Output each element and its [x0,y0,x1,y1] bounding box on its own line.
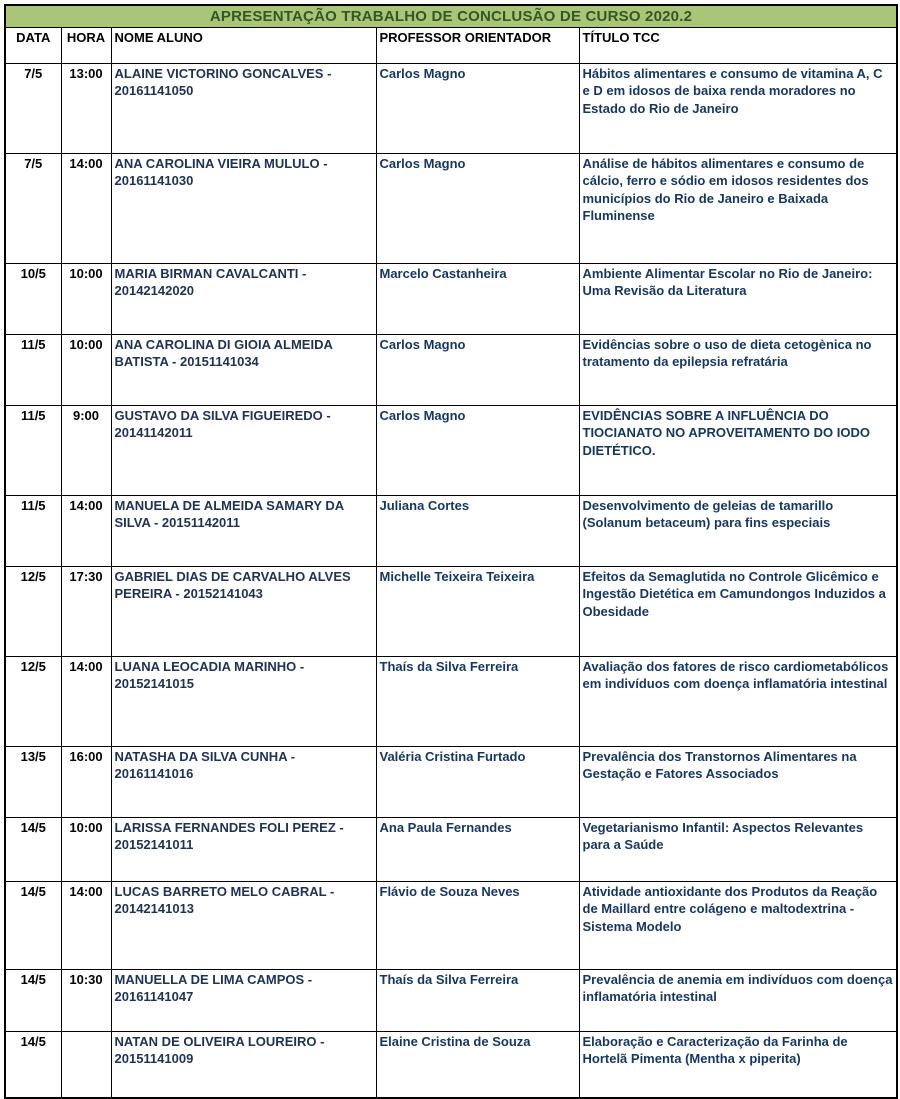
cell-hora: 14:00 [61,154,111,264]
cell-data: 13/5 [5,747,61,818]
table-row [5,154,897,264]
cell-professor-orientador: Elaine Cristina de Souza [376,1032,579,1098]
table-row [5,496,897,567]
cell-nome-aluno: ANA CAROLINA VIEIRA MULULO - 20161141030 [111,154,376,264]
cell-nome-aluno: ALAINE VICTORINO GONCALVES - 20161141050 [111,64,376,154]
cell-titulo-tcc: Ambiente Alimentar Escolar no Rio de Janeiro: Uma Revisão da Literatura [579,264,897,335]
cell-professor-orientador: Thaís da Silva Ferreira [376,657,579,747]
table-row [5,567,897,657]
cell-hora [61,1032,111,1098]
cell-hora: 10:00 [61,335,111,406]
cell-nome-aluno: LUCAS BARRETO MELO CABRAL - 20142141013 [111,882,376,970]
table-row [5,1032,897,1098]
cell-nome-aluno: LUANA LEOCADIA MARINHO - 20152141015 [111,657,376,747]
table-row [5,970,897,1032]
table-row [5,335,897,406]
cell-titulo-tcc: Evidências sobre o uso de dieta cetogènica no tratamento da epilepsia refratária [579,335,897,406]
cell-titulo-tcc: Efeitos da Semaglutida no Controle Glicêmico e Ingestão Dietética em Camundongos Induzidos a Obesidade [579,567,897,657]
column-header-row [5,28,897,64]
cell-data: 7/5 [5,154,61,264]
cell-titulo-tcc: Avaliação dos fatores de risco cardiometabólicos em indivíduos com doença inflamatória intestinal [579,657,897,747]
cell-data: 7/5 [5,64,61,154]
cell-hora: 17:30 [61,567,111,657]
cell-professor-orientador: Carlos Magno [376,335,579,406]
cell-data: 14/5 [5,970,61,1032]
table-row [5,747,897,818]
cell-hora: 10:00 [61,818,111,882]
table-row [5,818,897,882]
table-row [5,64,897,154]
cell-hora: 9:00 [61,406,111,496]
column-header-titulo-tcc: TÍTULO TCC [579,28,897,64]
cell-nome-aluno: MANUELLA DE LIMA CAMPOS - 20161141047 [111,970,376,1032]
column-header-professor-orientador: PROFESSOR ORIENTADOR [376,28,579,64]
title-row [5,5,897,28]
cell-hora: 10:00 [61,264,111,335]
cell-nome-aluno: NATASHA DA SILVA CUNHA - 20161141016 [111,747,376,818]
cell-data: 12/5 [5,567,61,657]
cell-data: 10/5 [5,264,61,335]
cell-hora: 10:30 [61,970,111,1032]
cell-professor-orientador: Michelle Teixeira Teixeira [376,567,579,657]
table-body [5,64,897,1098]
cell-hora: 14:00 [61,657,111,747]
cell-nome-aluno: GUSTAVO DA SILVA FIGUEIREDO - 20141142011 [111,406,376,496]
cell-professor-orientador: Thaís da Silva Ferreira [376,970,579,1032]
cell-titulo-tcc: Prevalência dos Transtornos Alimentares na Gestação e Fatores Associados [579,747,897,818]
cell-nome-aluno: LARISSA FERNANDES FOLI PEREZ - 20152141011 [111,818,376,882]
cell-data: 11/5 [5,496,61,567]
cell-titulo-tcc: Prevalência de anemia em indivíduos com doença inflamatória intestinal [579,970,897,1032]
column-header-nome-aluno: NOME ALUNO [111,28,376,64]
cell-hora: 13:00 [61,64,111,154]
cell-professor-orientador: Ana Paula Fernandes [376,818,579,882]
cell-professor-orientador: Juliana Cortes [376,496,579,567]
cell-data: 14/5 [5,1032,61,1098]
cell-hora: 16:00 [61,747,111,818]
column-header-data: DATA [5,28,61,64]
cell-professor-orientador: Flávio de Souza Neves [376,882,579,970]
cell-data: 11/5 [5,406,61,496]
cell-nome-aluno: NATAN DE OLIVEIRA LOUREIRO - 20151141009 [111,1032,376,1098]
table-row [5,264,897,335]
cell-professor-orientador: Marcelo Castanheira [376,264,579,335]
cell-data: 12/5 [5,657,61,747]
cell-nome-aluno: MARIA BIRMAN CAVALCANTI - 20142142020 [111,264,376,335]
cell-professor-orientador: Carlos Magno [376,64,579,154]
cell-titulo-tcc: EVIDÊNCIAS SOBRE A INFLUÊNCIA DO TIOCIANATO NO APROVEITAMENTO DO IODO DIETÉTICO. [579,406,897,496]
cell-titulo-tcc: Análise de hábitos alimentares e consumo de cálcio, ferro e sódio em idosos residentes dos municípios do Rio de Janeiro e Baixada Fluminense [579,154,897,264]
cell-nome-aluno: GABRIEL DIAS DE CARVALHO ALVES PEREIRA - 20152141043 [111,567,376,657]
tcc-schedule-table [4,4,898,1099]
cell-data: 14/5 [5,882,61,970]
cell-hora: 14:00 [61,496,111,567]
cell-nome-aluno: ANA CAROLINA DI GIOIA ALMEIDA BATISTA - 20151141034 [111,335,376,406]
cell-titulo-tcc: Atividade antioxidante dos Produtos da Reação de Maillard entre colágeno e maltodextrina - Sistema Modelo [579,882,897,970]
cell-nome-aluno: MANUELA DE ALMEIDA SAMARY DA SILVA - 20151142011 [111,496,376,567]
table-row [5,882,897,970]
cell-titulo-tcc: Desenvolvimento de geleias de tamarillo (Solanum betaceum) para fins especiais [579,496,897,567]
cell-titulo-tcc: Elaboração e Caracterização da Farinha de Hortelã Pimenta (Mentha x piperita) [579,1032,897,1098]
table-row [5,657,897,747]
cell-titulo-tcc: Vegetarianismo Infantil: Aspectos Relevantes para a Saúde [579,818,897,882]
cell-professor-orientador: Carlos Magno [376,154,579,264]
cell-professor-orientador: Carlos Magno [376,406,579,496]
page-title: APRESENTAÇÃO TRABALHO DE CONCLUSÃO DE CURSO 2020.2 [5,5,897,28]
cell-titulo-tcc: Hábitos alimentares e consumo de vitamina A, C e D em idosos de baixa renda moradores no Estado do Rio de Janeiro [579,64,897,154]
table-row [5,406,897,496]
column-header-hora: HORA [61,28,111,64]
cell-data: 11/5 [5,335,61,406]
cell-data: 14/5 [5,818,61,882]
cell-professor-orientador: Valéria Cristina Furtado [376,747,579,818]
cell-hora: 14:00 [61,882,111,970]
